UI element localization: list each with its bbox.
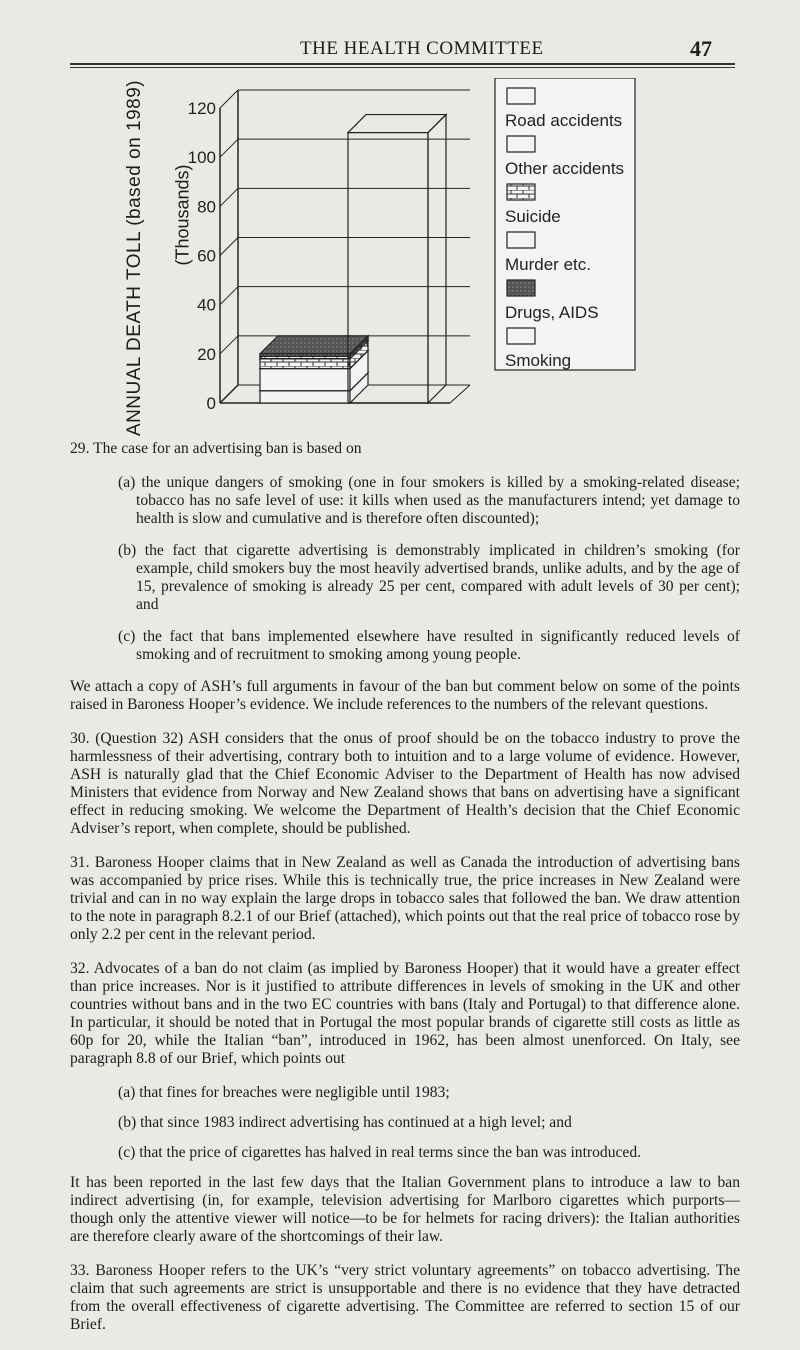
paragraph: 31. Baroness Hooper claims that in New Zealand as well as Canada the introduction of advertising bans was accompanied by price rises. While this is technically true, the price increases in New Zealand were trivial and can in no way explain the large drops in tobacco sales that followed the ban. We draw attention to the note in paragraph 8.2.1 of our Brief (attached), which points out that the real price of tobacco rose by only 2.2 per cent in the relevant period. xyxy=(70,854,740,943)
bar-smoking-top xyxy=(348,115,446,133)
paragraph: 30. (Question 32) ASH considers that the onus of proof should be on the tobacco industry to prove the harmlessness of their advertising, contrary both to intuition and to a large volume of evidence. However, ASH is naturally glad that the Chief Economic Adviser to the Department of Health has now advised Ministers that evidence from Norway and New Zealand shows that bans on advertising have a significant effect in reducing smoking. We welcome the Department of Health’s decision that the Chief Economic Adviser’s report, when complete, should be published. xyxy=(70,730,740,837)
legend-swatch xyxy=(507,280,535,296)
chart-svg xyxy=(100,78,760,418)
y-tick-label: 0 xyxy=(206,394,216,413)
bar-segment-other-accidents xyxy=(260,369,350,391)
paragraph: 29. The case for an advertising ban is based on xyxy=(70,440,362,457)
floor-right-line xyxy=(450,385,470,403)
header-rule xyxy=(70,63,735,68)
death-toll-chart xyxy=(100,78,760,418)
paragraph: 32. Advocates of a ban do not claim (as implied by Baroness Hooper) that it would have a greater effect than price increases. Nor is it justified to attribute differences in levels of smoking in the UK and other countries without bans and in the two EC countries with bans (Italy and Portugal) to that difference alone. In particular, it should be noted that in Portugal the most popular brands of cigarette still costs as little as 60p for 20, while the Italian “ban”, introduced in 1962, has been almost unenforced. On Italy, see paragraph 8.8 of our Brief, which points out xyxy=(70,960,740,1067)
gridline-diagonal xyxy=(220,188,238,206)
y-tick-label: 40 xyxy=(197,295,216,315)
paragraph: (a) that fines for breaches were negligible until 1983; xyxy=(118,1084,450,1101)
bar-segment-suicide xyxy=(260,359,350,369)
bar-segment-road-accidents xyxy=(260,391,350,403)
legend-swatch xyxy=(507,136,535,152)
chart-legend xyxy=(495,78,635,370)
page-number: 47 xyxy=(690,36,712,61)
paragraph: (c) that the price of cigarettes has halved in real terms since the ban was introduced. xyxy=(118,1144,642,1161)
paragraph: It has been reported in the last few days that the Italian Government plans to introduce a law to ban indirect advertising (in, for example, television advertising for Marlboro cigarettes which purports—though only the attentive viewer will notice—to be for helmets for racing drivers): the Italian authorities are therefore clearly aware of the shortcomings of their law. xyxy=(70,1174,740,1245)
paragraph: (b) the fact that cigarette advertising is demonstrably implicated in children’s smoking (for example, child smokers buy the most heavily advertised brands, unlike adults, and by the age of 15, prevalence of smoking is already 25 per cent, compared with adult levels of 30 per cent); and xyxy=(118,542,740,613)
gridline-diagonal xyxy=(220,336,238,354)
chart-y-axis-label: ANNUAL DEATH TOLL (based on 1989) xyxy=(124,79,145,437)
chart-bars xyxy=(260,115,446,403)
running-title: THE HEALTH COMMITTEE xyxy=(300,38,544,59)
gridline-diagonal xyxy=(220,287,238,305)
paragraph: (a) the unique dangers of smoking (one in four smokers is killed by a smoking-related disease; tobacco has no safe level of use: it kills when used as the manufacturers intend; yet damage to health is slow and cumulative and is therefore often discounted); xyxy=(118,474,740,527)
paragraph: (b) that since 1983 indirect advertising has continued at a high level; and xyxy=(118,1114,572,1131)
legend-label: Smoking xyxy=(505,351,572,370)
y-tick-label: 80 xyxy=(197,197,216,217)
legend-swatch xyxy=(507,88,535,104)
gridline-diagonal xyxy=(220,90,238,108)
y-tick-label: 100 xyxy=(187,148,216,168)
legend-label: Road accidents xyxy=(505,111,623,130)
y-tick-label: 120 xyxy=(187,99,216,118)
paragraph: 33. Baroness Hooper refers to the UK’s “very strict voluntary agreements” on tobacco advertising. The claim that such agreements are strict is unsupportable and there is no evidence that they have detracted from the overall effectiveness of cigarette advertising. The Committee are referred to section 15 of our Brief. xyxy=(70,1262,740,1333)
bar-segment-drugs-aids-top xyxy=(260,336,368,354)
y-tick-label: 20 xyxy=(197,344,216,364)
gridline-diagonal xyxy=(220,238,238,256)
bar-smoking-side xyxy=(428,115,446,403)
chart-y-axis-units: (Thousands) xyxy=(172,164,193,266)
legend-label: Murder etc. xyxy=(505,255,591,274)
legend-label: Suicide xyxy=(505,207,561,226)
legend-swatch xyxy=(507,184,535,200)
legend-label: Other accidents xyxy=(505,159,625,178)
paragraph: (c) the fact that bans implemented elsewhere have resulted in significantly reduced levels of smoking and of recruitment to smoking among young people. xyxy=(118,628,740,663)
y-tick-label: 60 xyxy=(197,246,216,266)
paragraph: We attach a copy of ASH’s full arguments in favour of the ban but comment below on some of the points raised in Baroness Hooper’s evidence. We include references to the numbers of the relevant questions. xyxy=(70,678,740,713)
body-text xyxy=(70,440,740,1350)
gridline-diagonal xyxy=(220,139,238,157)
legend-label: Drugs, AIDS xyxy=(505,303,599,322)
